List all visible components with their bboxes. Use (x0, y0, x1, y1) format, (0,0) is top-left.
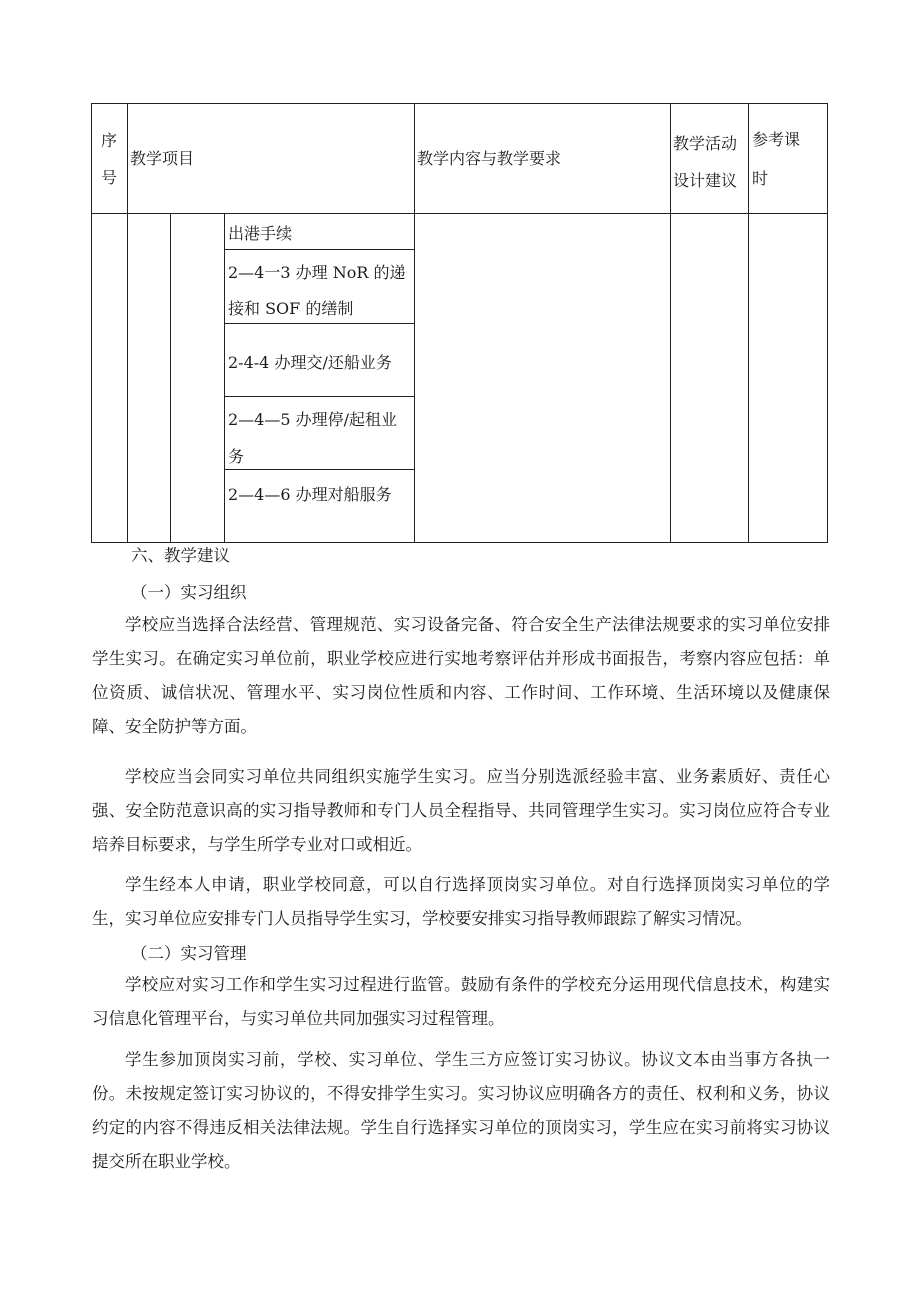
subitem-2-line1: 2-4-4 办理交/还船业务 (228, 353, 392, 372)
col-divider (127, 103, 128, 543)
subitem-1-line2: 接和 SOF 的缮制 (228, 299, 354, 318)
subsection-title-2: （二）实习管理 (131, 944, 247, 963)
header-index-line1: 序 (101, 131, 118, 150)
subitem-divider (224, 469, 414, 470)
paragraph-4: 学校应对实习工作和学生实习过程进行监管。鼓励有条件的学校充分运用现代信息技术，构建实习信息化管理平台，与实习单位共同加强实习过程管理。 (92, 975, 830, 1028)
subitem-1-line1: 2—4一3 办理 NoR 的递 (228, 263, 406, 282)
header-project: 教学项目 (130, 149, 195, 168)
table-top-border (91, 103, 828, 104)
header-index-line2: 号 (101, 168, 118, 187)
header-bottom-border (91, 213, 828, 214)
subitem-4-line1: 2—4—6 办理对船服务 (228, 485, 392, 504)
header-activity-line2: 设计建议 (673, 171, 738, 190)
paragraph-1: 学校应当选择合法经营、管理规范、实习设备完备、符合安全生产法律法规要求的实习单位安排学生实习。在确定实习单位前，职业学校应进行实地考察评估并形成书面报告，考察内容应包括：单位资质、诚信状况、管理水平、实习岗位性质和内容、工作时间、工作环境、生活环境以及健康保障、安全防护等方面。 (92, 615, 830, 736)
header-activity-line1: 教学活动 (673, 134, 738, 153)
paragraph-3: 学生经本人申请，职业学校同意，可以自行选择顶岗实习单位。对自行选择顶岗实习单位的学生，实习单位应安排专门人员指导学生实习，学校要安排实习指导教师跟踪了解实习情况。 (92, 875, 830, 928)
col-divider (414, 103, 415, 543)
col-divider (748, 103, 749, 543)
table-left-border (91, 103, 92, 543)
col-divider (170, 213, 171, 543)
paragraph-5: 学生参加顶岗实习前，学校、实习单位、学生三方应签订实习协议。协议文本由当事方各执一份。未按规定签订实习协议的，不得安排学生实习。实习协议应明确各方的责任、权利和义务，协议约定的内容不得违反相关法律法规。学生自行选择实习单位的顶岗实习，学生应在实习前将实习协议提交所在职业学校。 (92, 1050, 830, 1171)
table-right-border (827, 103, 828, 543)
subitem-divider (224, 249, 414, 250)
paragraph-2: 学校应当会同实习单位共同组织实施学生实习。应当分别选派经验丰富、业务素质好、责任心强、安全防范意识高的实习指导教师和专门人员全程指导、共同管理学生实习。实习岗位应符合专业培养目标要求，与学生所学专业对口或相近。 (92, 767, 830, 854)
col-divider (224, 213, 225, 543)
subitem-divider (224, 323, 414, 324)
section-title: 六、教学建议 (131, 546, 230, 565)
header-hours-line1: 参考课 (752, 130, 801, 149)
subitem-3-line1: 2—4—5 办理停/起租业 (228, 410, 398, 429)
subitem-3-line2: 务 (228, 447, 245, 466)
subitem-divider (224, 396, 414, 397)
subitem-0-line1: 出港手续 (228, 224, 293, 243)
col-divider (670, 103, 671, 543)
header-content: 教学内容与教学要求 (417, 149, 562, 168)
header-hours-line2: 时 (752, 169, 769, 188)
table-bottom-border (91, 542, 828, 543)
subsection-title-1: （一）实习组织 (131, 583, 247, 602)
